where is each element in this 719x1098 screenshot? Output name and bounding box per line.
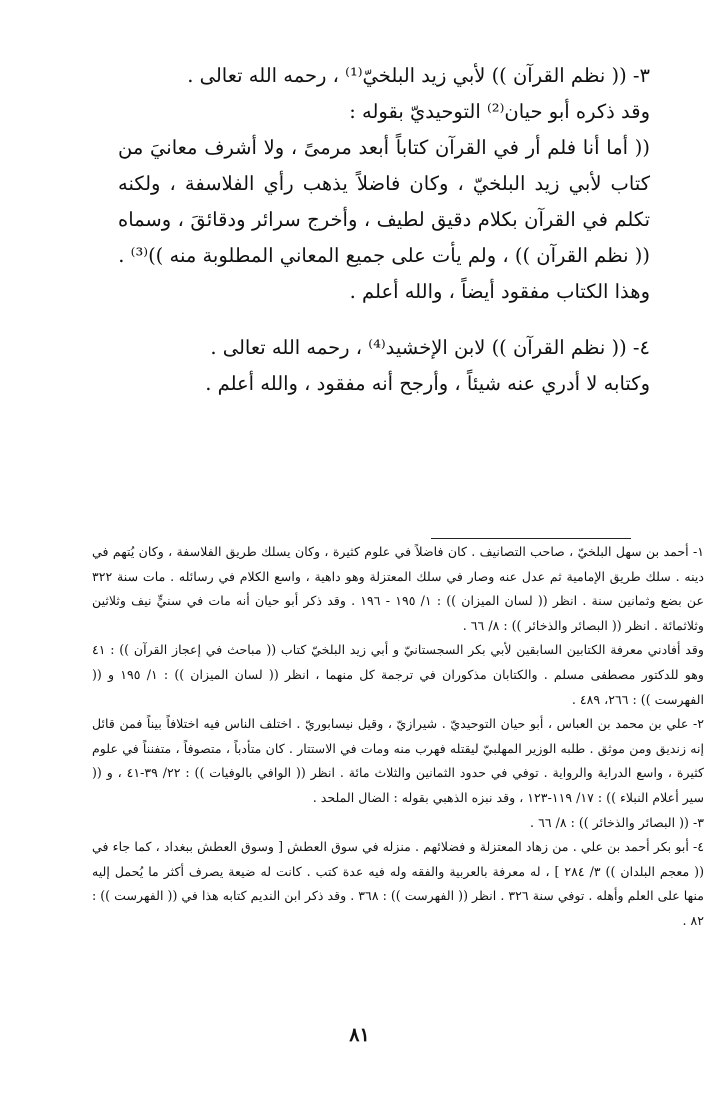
item-4-note: وكتابه لا أدري عنه شيئاً ، وأرجح أنه مفقود ، والله أعلم . [205, 372, 650, 395]
quotation: (( أما أنا فلم أر في القرآن كتاباً أبعد مرمىً ، ولا أشرف معانيَ من كتاب لأبي زيد البلخيّ ، وكان فاضلاً يذهب رأي الفلاسفة ، ولكنه تكلم في القرآن بكلام دقيق لطيف ، وأخرج سرائر ودقائقَ ، وسماه (( نظم القرآن )) ، ولم يأت على جميع المعاني المطلوبة منه ))⁽³⁾ . [118, 136, 650, 267]
footnote-4: ٤- أبو بكر أحمد بن علي . من زهاد المعتزلة و فضلائهم . منزله في سوق العطش [ وسوق العطش ببغداد ، كما جاء في (( معجم البلدان )) ٣/ ٢٨٤ ] ، له معرفة بالعربية والفقه وله فيه عدة كتب . كانت له ضيعة يصرف أكثر ما يُحمل إليه منها على العلم وأهله . توفي سنة ٣٢٦ . انظر (( الفهرست )) : ٣٦٨ . وقد ذكر ابن النديم كتابه هذا في (( الفهرست )) : ٨٢ . [92, 839, 705, 928]
main-text [118, 58, 650, 402]
page-number: ٨١ [349, 1024, 370, 1046]
item-4-heading: ٤- (( نظم القرآن )) لابن الإخشيد⁽⁴⁾ ، رحمه الله تعالى . [210, 336, 650, 359]
footnotes [92, 540, 704, 934]
item-3-heading: ٣- (( نظم القرآن )) لأبي زيد البلخيّ⁽¹⁾ ، رحمه الله تعالى . [187, 64, 650, 87]
item-3-note: وهذا الكتاب مفقود أيضاً ، والله أعلم . [349, 280, 650, 303]
footnote-separator [431, 538, 631, 539]
quote-intro: وقد ذكره أبو حيان⁽²⁾ التوحيديّ بقوله : [349, 100, 650, 123]
footnote-1-continued: وقد أفادني معرفة الكتابين السابقين لأبي بكر السجستانيّ و أبي زيد البلخيّ كتاب (( مباحث في إعجاز القرآن )) : ٤١ وهو للدكتور مصطفى مسلم . والكتابان مذكوران في ترجمة كل منهما ، انظر (( لسان الميزان )) : ١/ ١٩٥ و (( الفهرست )) : ٢٦٦، ٤٨٩ . [92, 642, 705, 707]
footnote-3: ٣- (( البصائر والذخائر )) : ٨/ ٦٦ . [530, 814, 704, 830]
footnote-2: ٢- علي بن محمد بن العباس ، أبو حيان التوحيديّ . شيرازيّ ، وقيل نيسابوريّ . اختلف الناس فيه اختلافاً بيناً فمن قائل إنه زنديق ومن موثق . طلبه الوزير المهلبيّ ليقتله فهرب منه ومات في الاستتار . كان متأدباً ، متصوفاً ، متفنناً في علوم كثيرة ، واسع الدراية والرواية . توفي في حدود الثمانين والثلاث مائة . انظر (( الوافي بالوفيات )) : ٢٢/ ٣٩-٤١ ، و (( سير أعلام النبلاء )) : ١٧/ ١١٩-١٢٣ ، وقد نبزه الذهبي بقوله : الضال الملحد . [92, 716, 705, 805]
footnote-1: ١- أحمد بن سهل البلخيّ ، صاحب التصانيف . كان فاضلاً في علوم كثيرة ، وكان يسلك طريق الفلاسفة ، وكان يُتهم في دينه . سلك طريق الإمامية ثم عدل عنه وصار في سلك المعتزلة وهو داهية ، واسع الكلام في رسائله . مات سنة ٣٢٢ عن بضع وثمانين سنة . انظر (( لسان الميزان )) : ١/ ١٩٥ - ١٩٦ . وقد ذكر أبو حيان أنه مات في سنيٍّ نيف وثلاثين وثلاثمائة . انظر (( البصائر والذخائر )) : ٨/ ٦٦ . [92, 544, 704, 633]
section-gap [118, 310, 650, 330]
